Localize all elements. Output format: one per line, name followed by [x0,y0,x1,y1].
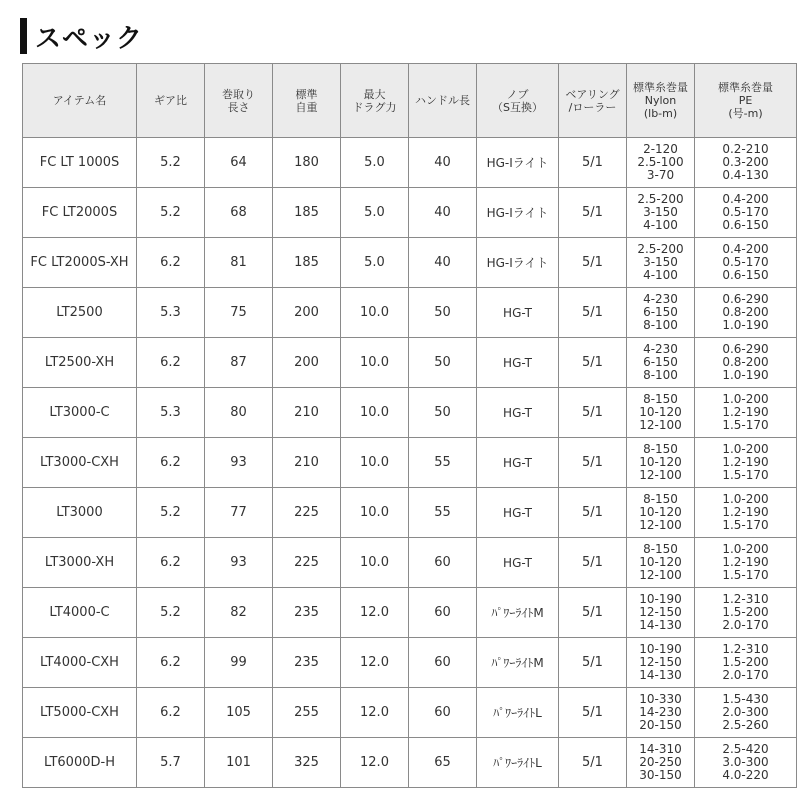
header-label: 長さ [227,100,250,114]
table-row [23,738,797,788]
nylon-capacity-value: 10-330 [639,692,682,706]
cell-drag: 12.0 [341,688,409,738]
cell-gear: 6.2 [137,538,205,588]
cell-gear: 5.2 [137,588,205,638]
table-header-row [23,64,797,138]
cell-handle: 50 [409,338,477,388]
cell-nylon-capacity [627,638,695,688]
cell-nylon-capacity [627,288,695,338]
cell-nylon-capacity [627,388,695,438]
cell-knob: HG-Iライト [477,138,559,188]
cell-weight: 200 [273,338,341,388]
nylon-capacity-value: 10-190 [639,592,682,606]
cell-handle: 60 [409,688,477,738]
cell-nylon-capacity [627,488,695,538]
cell-item: LT5000-CXH [23,688,137,738]
cell-retrieve: 80 [205,388,273,438]
section-title [20,14,143,58]
header-label: ドラグ力 [352,100,397,114]
cell-drag: 5.0 [341,238,409,288]
cell-retrieve: 81 [205,238,273,288]
cell-drag: 10.0 [341,388,409,438]
cell-bearing: 5/1 [559,438,627,488]
nylon-capacity-value: 8-100 [643,368,678,382]
cell-gear: 5.2 [137,488,205,538]
header-label: 標準糸巻量 [633,81,688,94]
nylon-capacity-value: 10-120 [639,405,682,419]
nylon-capacity-value: 10-120 [639,455,682,469]
pe-capacity-value: 1.5-170 [722,568,769,582]
cell-weight: 325 [273,738,341,788]
pe-capacity-value: 2.0-300 [722,705,769,719]
cell-pe-capacity [695,738,797,788]
cell-bearing: 5/1 [559,588,627,638]
header-handle-length [409,64,477,138]
cell-retrieve: 99 [205,638,273,688]
header-gear-ratio [137,64,205,138]
header-label: 最大 [363,87,386,101]
nylon-capacity-value: 12-100 [639,468,682,482]
nylon-capacity-value: 8-150 [643,392,678,406]
nylon-capacity-value: 3-150 [643,255,678,269]
cell-weight: 185 [273,238,341,288]
header-label: 標準糸巻量 [718,81,773,94]
nylon-capacity-value: 14-130 [639,668,682,682]
table-row [23,238,797,288]
pe-capacity-value: 1.5-170 [722,418,769,432]
cell-nylon-capacity [627,338,695,388]
header-retrieve-length [205,64,273,138]
cell-drag: 12.0 [341,588,409,638]
header-standard-weight [273,64,341,138]
nylon-capacity-value: 10-120 [639,555,682,569]
pe-capacity-value: 1.0-190 [722,318,769,332]
nylon-capacity-value: 20-150 [639,718,682,732]
header-max-drag [341,64,409,138]
cell-handle: 60 [409,638,477,688]
nylon-capacity-value: 6-150 [643,305,678,319]
table-body [23,138,797,788]
header-label: 標準 [295,87,318,101]
cell-drag: 10.0 [341,338,409,388]
pe-capacity-value: 0.8-200 [722,355,769,369]
cell-item: LT2500-XH [23,338,137,388]
cell-drag: 10.0 [341,438,409,488]
cell-item: LT2500 [23,288,137,338]
cell-pe-capacity [695,138,797,188]
pe-capacity-value: 0.2-210 [722,142,769,156]
header-label: ベアリング [565,87,620,101]
cell-nylon-capacity [627,138,695,188]
cell-gear: 5.3 [137,388,205,438]
cell-gear: 6.2 [137,238,205,288]
cell-drag: 10.0 [341,488,409,538]
cell-pe-capacity [695,488,797,538]
nylon-capacity-value: 8-150 [643,492,678,506]
cell-nylon-capacity [627,238,695,288]
cell-handle: 65 [409,738,477,788]
nylon-capacity-value: 4-230 [643,342,678,356]
header-label: /ローラー [568,100,617,114]
cell-pe-capacity [695,588,797,638]
nylon-capacity-value: 12-100 [639,518,682,532]
pe-capacity-value: 0.6-290 [722,292,769,306]
nylon-capacity-value: 10-120 [639,505,682,519]
pe-capacity-value: 0.4-200 [722,242,769,256]
cell-pe-capacity [695,238,797,288]
pe-capacity-value: 1.5-430 [722,692,769,706]
nylon-capacity-value: 12-100 [639,418,682,432]
cell-pe-capacity [695,688,797,738]
cell-drag: 10.0 [341,288,409,338]
pe-capacity-value: 2.5-420 [722,742,769,756]
header-label: ハンドル長 [415,94,470,107]
nylon-capacity-value: 4-100 [643,268,678,282]
header-nylon-capacity [627,64,695,138]
cell-handle: 55 [409,438,477,488]
cell-pe-capacity [695,338,797,388]
nylon-capacity-value: 14-230 [639,705,682,719]
cell-knob: HG-T [477,538,559,588]
header-label: (号-m) [728,107,763,120]
pe-capacity-value: 1.5-200 [722,605,769,619]
pe-capacity-value: 1.5-200 [722,655,769,669]
pe-capacity-value: 2.0-170 [722,618,769,632]
pe-capacity-value: 1.5-170 [722,468,769,482]
cell-handle: 50 [409,388,477,438]
cell-bearing: 5/1 [559,188,627,238]
pe-capacity-value: 0.6-150 [722,268,769,282]
table-row [23,188,797,238]
cell-handle: 50 [409,288,477,338]
cell-knob: HG-T [477,488,559,538]
page-title: スペック [35,23,144,54]
cell-drag: 12.0 [341,738,409,788]
cell-knob: ﾊﾟﾜｰﾗｲﾄL [477,688,559,738]
cell-bearing: 5/1 [559,138,627,188]
header-label: 自重 [295,100,318,114]
cell-knob: HG-T [477,388,559,438]
pe-capacity-value: 1.0-200 [722,492,769,506]
cell-item: FC LT2000S [23,188,137,238]
cell-item: LT3000 [23,488,137,538]
cell-gear: 5.3 [137,288,205,338]
cell-item: LT3000-CXH [23,438,137,488]
cell-nylon-capacity [627,538,695,588]
cell-handle: 40 [409,138,477,188]
cell-gear: 6.2 [137,338,205,388]
pe-capacity-value: 1.5-170 [722,518,769,532]
cell-weight: 225 [273,538,341,588]
pe-capacity-value: 0.6-150 [722,218,769,232]
pe-capacity-value: 1.0-200 [722,392,769,406]
cell-bearing: 5/1 [559,688,627,738]
pe-capacity-value: 1.2-190 [722,505,769,519]
nylon-capacity-value: 12-150 [639,655,682,669]
pe-capacity-value: 1.2-310 [722,592,769,606]
cell-gear: 6.2 [137,638,205,688]
cell-knob: ﾊﾟﾜｰﾗｲﾄM [477,638,559,688]
table-row [23,538,797,588]
pe-capacity-value: 0.4-200 [722,192,769,206]
cell-pe-capacity [695,438,797,488]
cell-weight: 180 [273,138,341,188]
pe-capacity-value: 0.3-200 [722,155,769,169]
header-label: アイテム名 [52,94,107,107]
header-label: Nylon [644,94,677,107]
pe-capacity-value: 0.4-130 [722,168,769,182]
nylon-capacity-value: 2.5-200 [637,192,684,206]
cell-weight: 200 [273,288,341,338]
cell-retrieve: 93 [205,438,273,488]
cell-nylon-capacity [627,688,695,738]
cell-nylon-capacity [627,738,695,788]
cell-drag: 10.0 [341,538,409,588]
header-label: ギア比 [154,94,187,107]
cell-nylon-capacity [627,588,695,638]
pe-capacity-value: 1.0-200 [722,442,769,456]
cell-retrieve: 105 [205,688,273,738]
cell-retrieve: 64 [205,138,273,188]
cell-pe-capacity [695,638,797,688]
cell-handle: 55 [409,488,477,538]
cell-nylon-capacity [627,438,695,488]
nylon-capacity-value: 10-190 [639,642,682,656]
pe-capacity-value: 1.0-190 [722,368,769,382]
nylon-capacity-value: 14-310 [639,742,682,756]
cell-handle: 60 [409,588,477,638]
table-row [23,488,797,538]
pe-capacity-value: 4.0-220 [722,768,769,782]
cell-pe-capacity [695,538,797,588]
cell-drag: 12.0 [341,638,409,688]
cell-gear: 5.2 [137,138,205,188]
nylon-capacity-value: 2.5-100 [637,155,684,169]
pe-capacity-value: 2.0-170 [722,668,769,682]
nylon-capacity-value: 8-100 [643,318,678,332]
cell-bearing: 5/1 [559,738,627,788]
nylon-capacity-value: 4-100 [643,218,678,232]
header-pe-capacity [695,64,797,138]
pe-capacity-value: 1.2-190 [722,405,769,419]
cell-gear: 6.2 [137,438,205,488]
cell-knob: HG-T [477,288,559,338]
cell-pe-capacity [695,288,797,338]
cell-retrieve: 101 [205,738,273,788]
cell-bearing: 5/1 [559,538,627,588]
cell-handle: 40 [409,238,477,288]
table-row [23,338,797,388]
cell-item: LT4000-CXH [23,638,137,688]
cell-knob: HG-Iライト [477,188,559,238]
table-row [23,588,797,638]
spec-table [22,63,797,788]
cell-retrieve: 75 [205,288,273,338]
pe-capacity-value: 0.5-170 [722,255,769,269]
cell-drag: 5.0 [341,188,409,238]
table-row [23,688,797,738]
cell-pe-capacity [695,388,797,438]
table-row [23,638,797,688]
cell-bearing: 5/1 [559,488,627,538]
table-row [23,288,797,338]
cell-bearing: 5/1 [559,338,627,388]
cell-retrieve: 82 [205,588,273,638]
pe-capacity-value: 0.6-290 [722,342,769,356]
nylon-capacity-value: 3-70 [646,168,675,182]
header-bearing [559,64,627,138]
header-label: （S互換） [492,100,543,114]
header-label: 巻取り [222,87,255,101]
cell-gear: 5.7 [137,738,205,788]
nylon-capacity-value: 12-100 [639,568,682,582]
nylon-capacity-value: 2.5-200 [637,242,684,256]
cell-gear: 6.2 [137,688,205,738]
cell-bearing: 5/1 [559,388,627,438]
pe-capacity-value: 1.2-190 [722,455,769,469]
cell-knob: ﾊﾟﾜｰﾗｲﾄL [477,738,559,788]
nylon-capacity-value: 8-150 [643,442,678,456]
cell-item: LT6000D-H [23,738,137,788]
pe-capacity-value: 3.0-300 [722,755,769,769]
pe-capacity-value: 1.2-190 [722,555,769,569]
nylon-capacity-value: 4-230 [643,292,678,306]
cell-item: LT3000-XH [23,538,137,588]
cell-nylon-capacity [627,188,695,238]
header-knob [477,64,559,138]
nylon-capacity-value: 3-150 [643,205,678,219]
cell-pe-capacity [695,188,797,238]
cell-retrieve: 93 [205,538,273,588]
cell-knob: HG-Iライト [477,238,559,288]
nylon-capacity-value: 30-150 [639,768,682,782]
cell-bearing: 5/1 [559,638,627,688]
pe-capacity-value: 0.5-170 [722,205,769,219]
nylon-capacity-value: 8-150 [643,542,678,556]
cell-item: FC LT2000S-XH [23,238,137,288]
cell-retrieve: 87 [205,338,273,388]
cell-weight: 210 [273,438,341,488]
table-row [23,388,797,438]
cell-knob: HG-T [477,338,559,388]
cell-gear: 5.2 [137,188,205,238]
cell-weight: 210 [273,388,341,438]
cell-retrieve: 77 [205,488,273,538]
nylon-capacity-value: 2-120 [643,142,678,156]
cell-item: LT3000-C [23,388,137,438]
header-item-name [23,64,137,138]
pe-capacity-value: 2.5-260 [722,718,769,732]
header-label: PE [738,94,753,107]
nylon-capacity-value: 6-150 [643,355,678,369]
cell-item: FC LT 1000S [23,138,137,188]
cell-bearing: 5/1 [559,288,627,338]
pe-capacity-value: 1.0-200 [722,542,769,556]
cell-knob: ﾊﾟﾜｰﾗｲﾄM [477,588,559,638]
nylon-capacity-value: 14-130 [639,618,682,632]
header-label: ノブ [506,87,529,101]
cell-weight: 255 [273,688,341,738]
title-accent-bar [20,18,27,54]
header-label: (lb-m) [643,107,678,120]
cell-weight: 225 [273,488,341,538]
table-row [23,438,797,488]
cell-handle: 40 [409,188,477,238]
cell-handle: 60 [409,538,477,588]
cell-knob: HG-T [477,438,559,488]
cell-weight: 185 [273,188,341,238]
cell-item: LT4000-C [23,588,137,638]
cell-weight: 235 [273,588,341,638]
pe-capacity-value: 1.2-310 [722,642,769,656]
table-row [23,138,797,188]
cell-drag: 5.0 [341,138,409,188]
nylon-capacity-value: 12-150 [639,605,682,619]
pe-capacity-value: 0.8-200 [722,305,769,319]
cell-weight: 235 [273,638,341,688]
cell-bearing: 5/1 [559,238,627,288]
cell-retrieve: 68 [205,188,273,238]
nylon-capacity-value: 20-250 [639,755,682,769]
